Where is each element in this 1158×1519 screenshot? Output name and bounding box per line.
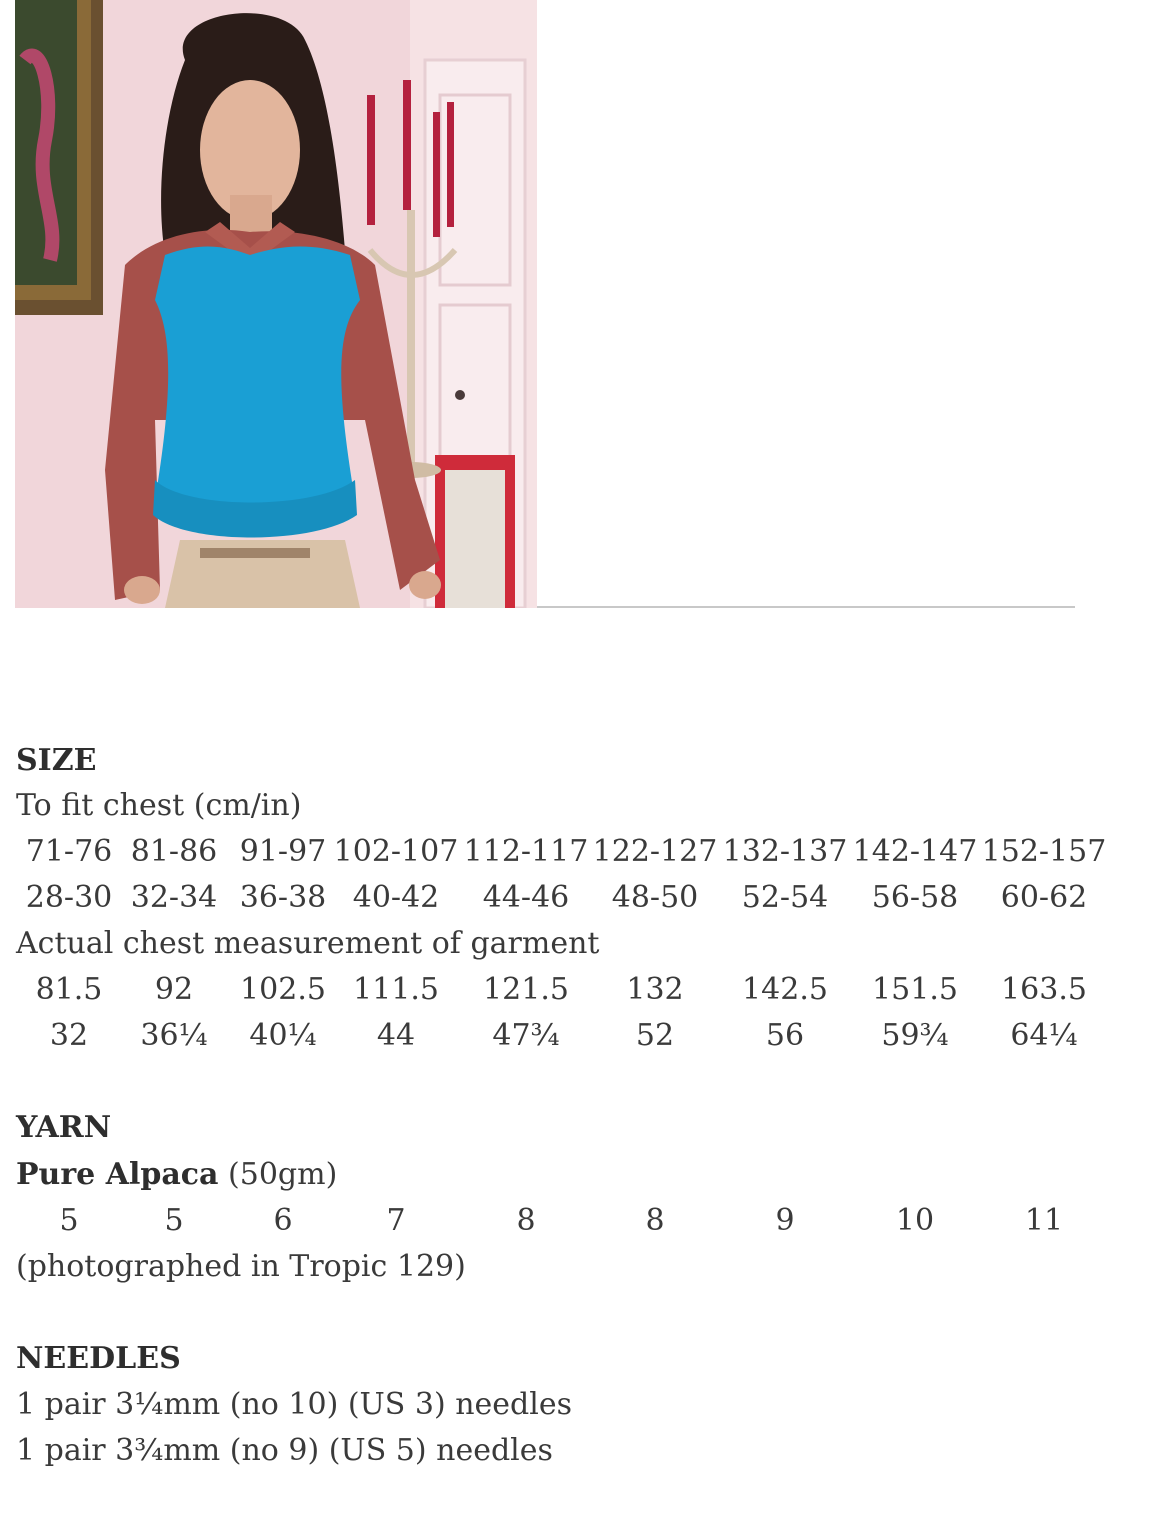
needles-heading: NEEDLES <box>16 1341 181 1376</box>
size-heading: SIZE <box>16 743 97 778</box>
actual-cm-cell: 132 <box>626 972 684 1007</box>
fit-cm-cell: 142-147 <box>852 834 978 869</box>
fit-cm-cell: 102-107 <box>333 834 459 869</box>
fit-in-cell: 60-62 <box>1000 880 1088 915</box>
needles-line-1: 1 pair 3¼mm (no 10) (US 3) needles <box>16 1387 572 1422</box>
actual-chest-label: Actual chest measurement of garment <box>16 926 600 961</box>
divider-line <box>537 606 1075 608</box>
yarn-balls-cell: 8 <box>516 1203 536 1238</box>
yarn-balls-cell: 10 <box>895 1203 935 1238</box>
fit-in-cell: 52-54 <box>741 880 829 915</box>
fit-cm-cell: 132-137 <box>722 834 848 869</box>
actual-in-cell: 59¾ <box>881 1018 949 1053</box>
yarn-heading: YARN <box>16 1110 112 1145</box>
fit-cm-cell: 112-117 <box>463 834 589 869</box>
actual-cm-cell: 151.5 <box>872 972 958 1007</box>
yarn-balls-cell: 9 <box>775 1203 795 1238</box>
yarn-balls-cell: 11 <box>1024 1203 1064 1238</box>
fit-cm-cell: 91-97 <box>239 834 327 869</box>
actual-cm-row <box>0 967 1158 1013</box>
model-illustration <box>15 0 537 608</box>
fit-in-cell: 36-38 <box>239 880 327 915</box>
fit-in-row <box>0 875 1158 921</box>
fit-cm-row <box>0 829 1158 875</box>
actual-cm-cell: 163.5 <box>1001 972 1087 1007</box>
actual-in-cell: 36¼ <box>140 1018 208 1053</box>
fit-in-cell: 32-34 <box>130 880 218 915</box>
needles-line-2: 1 pair 3¾mm (no 9) (US 5) needles <box>16 1433 553 1468</box>
actual-cm-cell: 142.5 <box>742 972 828 1007</box>
actual-in-cell: 47¾ <box>492 1018 560 1053</box>
fit-cm-cell: 122-127 <box>592 834 718 869</box>
yarn-balls-row <box>0 1198 1158 1244</box>
yarn-balls-cell: 5 <box>59 1203 79 1238</box>
actual-in-cell: 64¼ <box>1010 1018 1078 1053</box>
actual-cm-cell: 111.5 <box>353 972 439 1007</box>
yarn-line <box>16 1152 337 1198</box>
actual-in-cell: 56 <box>765 1018 805 1053</box>
garment-photo <box>15 0 537 608</box>
fit-chest-label: To fit chest (cm/in) <box>16 788 302 823</box>
yarn-balls-cell: 5 <box>164 1203 184 1238</box>
yarn-weight: (50gm) <box>228 1157 338 1192</box>
fit-cm-cell: 81-86 <box>130 834 218 869</box>
yarn-balls-cell: 8 <box>645 1203 665 1238</box>
fit-cm-cell: 71-76 <box>25 834 113 869</box>
fit-in-cell: 44-46 <box>482 880 570 915</box>
fit-in-cell: 56-58 <box>871 880 959 915</box>
actual-in-cell: 52 <box>635 1018 675 1053</box>
actual-in-row <box>0 1013 1158 1059</box>
fit-cm-cell: 152-157 <box>981 834 1107 869</box>
actual-in-cell: 44 <box>376 1018 416 1053</box>
actual-cm-cell: 102.5 <box>240 972 326 1007</box>
actual-in-cell: 40¼ <box>249 1018 317 1053</box>
actual-in-cell: 32 <box>49 1018 89 1053</box>
actual-cm-cell: 81.5 <box>35 972 103 1007</box>
yarn-balls-cell: 6 <box>273 1203 293 1238</box>
fit-in-cell: 48-50 <box>611 880 699 915</box>
yarn-balls-cell: 7 <box>386 1203 406 1238</box>
yarn-name: Pure Alpaca <box>16 1157 219 1192</box>
actual-cm-cell: 121.5 <box>483 972 569 1007</box>
yarn-photo-note: (photographed in Tropic 129) <box>16 1249 466 1284</box>
fit-in-cell: 40-42 <box>352 880 440 915</box>
actual-cm-cell: 92 <box>154 972 194 1007</box>
fit-in-cell: 28-30 <box>25 880 113 915</box>
